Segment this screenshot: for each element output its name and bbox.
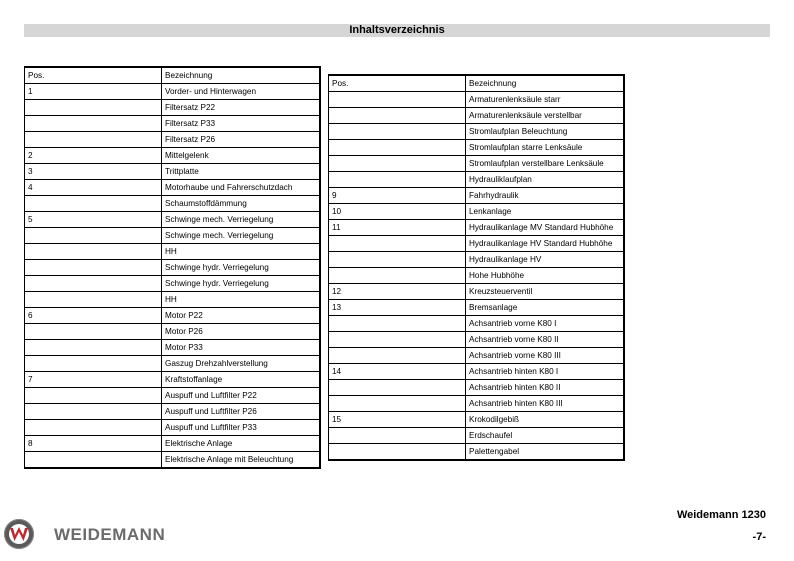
table-row <box>329 412 625 428</box>
row-bezeichnung: Vorder- und Hinterwagen <box>162 84 321 100</box>
row-pos: 4 <box>25 180 162 196</box>
row-pos <box>329 252 466 268</box>
row-pos <box>329 124 466 140</box>
row-bezeichnung: Achsantrieb hinten K80 II <box>466 380 625 396</box>
table-row <box>329 444 625 461</box>
row-pos: 14 <box>329 364 466 380</box>
table-row <box>329 316 625 332</box>
row-pos <box>329 172 466 188</box>
row-bezeichnung: Motorhaube und Fahrerschutzdach <box>162 180 321 196</box>
row-bezeichnung: Gaszug Drehzahlverstellung <box>162 356 321 372</box>
row-bezeichnung: Trittplatte <box>162 164 321 180</box>
row-bezeichnung: Achsantrieb hinten K80 I <box>466 364 625 380</box>
row-pos <box>25 404 162 420</box>
table-row <box>25 244 321 260</box>
row-bezeichnung: Motor P26 <box>162 324 321 340</box>
page-number: -7- <box>752 531 766 543</box>
page-title: Inhaltsverzeichnis <box>24 24 770 37</box>
row-bezeichnung: Stromlaufplan starre Lenksäule <box>466 140 625 156</box>
table-row <box>25 292 321 308</box>
row-pos: 15 <box>329 412 466 428</box>
row-bezeichnung: Bremsanlage <box>466 300 625 316</box>
row-bezeichnung: Auspuff und Luftfilter P22 <box>162 388 321 404</box>
row-bezeichnung: Armaturenlenksäule verstellbar <box>466 108 625 124</box>
table-row <box>329 236 625 252</box>
column-header-pos: Pos. <box>329 75 466 92</box>
row-pos <box>329 316 466 332</box>
row-bezeichnung: Lenkanlage <box>466 204 625 220</box>
row-pos <box>25 292 162 308</box>
row-bezeichnung: Stromlaufplan verstellbare Lenksäule <box>466 156 625 172</box>
toc-table-right <box>328 74 625 461</box>
row-pos: 7 <box>25 372 162 388</box>
weidemann-logo-icon <box>4 519 34 549</box>
row-bezeichnung: Achsantrieb hinten K80 III <box>466 396 625 412</box>
row-bezeichnung: Auspuff und Luftfilter P33 <box>162 420 321 436</box>
row-bezeichnung: Schwinge mech. Verriegelung <box>162 228 321 244</box>
row-bezeichnung: Schwinge hydr. Verriegelung <box>162 260 321 276</box>
column-header-bezeichnung: Bezeichnung <box>162 67 321 84</box>
row-pos <box>25 340 162 356</box>
row-pos <box>329 444 466 461</box>
table-row <box>25 212 321 228</box>
row-pos <box>25 228 162 244</box>
row-pos <box>25 388 162 404</box>
table-row <box>25 356 321 372</box>
row-bezeichnung: Achsantrieb vorne K80 III <box>466 348 625 364</box>
table-row <box>25 180 321 196</box>
row-pos: 6 <box>25 308 162 324</box>
row-pos <box>25 356 162 372</box>
table-row <box>25 340 321 356</box>
row-pos: 9 <box>329 188 466 204</box>
row-bezeichnung: Erdschaufel <box>466 428 625 444</box>
table-row <box>25 148 321 164</box>
row-bezeichnung: Kreuzsteuerventil <box>466 284 625 300</box>
row-pos <box>25 244 162 260</box>
row-bezeichnung: Filtersatz P33 <box>162 116 321 132</box>
model-name: Weidemann 1230 <box>676 509 766 521</box>
row-pos <box>329 332 466 348</box>
table-row <box>329 428 625 444</box>
row-pos <box>25 132 162 148</box>
row-bezeichnung: Schwinge hydr. Verriegelung <box>162 276 321 292</box>
table-row <box>25 228 321 244</box>
table-row <box>25 452 321 469</box>
row-bezeichnung: Schaumstoffdämmung <box>162 196 321 212</box>
table-row <box>25 164 321 180</box>
row-bezeichnung: Achsantrieb vorne K80 I <box>466 316 625 332</box>
table-row <box>25 308 321 324</box>
row-bezeichnung: Schwinge mech. Verriegelung <box>162 212 321 228</box>
table-row <box>329 252 625 268</box>
row-pos <box>25 324 162 340</box>
table-row <box>329 204 625 220</box>
row-bezeichnung: Filtersatz P26 <box>162 132 321 148</box>
row-pos <box>329 268 466 284</box>
row-bezeichnung: Hydrauliklaufplan <box>466 172 625 188</box>
column-header-bezeichnung: Bezeichnung <box>466 75 625 92</box>
table-row <box>25 372 321 388</box>
table-row <box>329 108 625 124</box>
row-pos: 12 <box>329 284 466 300</box>
row-bezeichnung: Hydraulikanlage MV Standard Hubhöhe <box>466 220 625 236</box>
table-row <box>25 84 321 100</box>
row-pos <box>25 196 162 212</box>
table-row <box>25 324 321 340</box>
table-row <box>25 260 321 276</box>
row-bezeichnung: Elektrische Anlage <box>162 436 321 452</box>
table-row <box>25 132 321 148</box>
row-bezeichnung: HH <box>162 244 321 260</box>
row-bezeichnung: Motor P33 <box>162 340 321 356</box>
table-row <box>329 284 625 300</box>
table-row <box>329 172 625 188</box>
row-pos: 3 <box>25 164 162 180</box>
row-pos: 1 <box>25 84 162 100</box>
row-pos <box>329 380 466 396</box>
row-bezeichnung: Palettengabel <box>466 444 625 461</box>
column-header-pos: Pos. <box>25 67 162 84</box>
row-pos <box>329 140 466 156</box>
table-row <box>329 332 625 348</box>
row-pos <box>329 348 466 364</box>
table-row <box>329 300 625 316</box>
row-pos <box>25 116 162 132</box>
row-pos <box>329 396 466 412</box>
row-bezeichnung: Kraftstoffanlage <box>162 372 321 388</box>
row-bezeichnung: Auspuff und Luftfilter P26 <box>162 404 321 420</box>
row-pos: 5 <box>25 212 162 228</box>
row-pos <box>329 108 466 124</box>
table-row <box>329 188 625 204</box>
table-row <box>25 276 321 292</box>
table-row <box>25 436 321 452</box>
toc-table-left <box>24 66 321 469</box>
row-pos <box>25 100 162 116</box>
row-pos: 2 <box>25 148 162 164</box>
row-pos <box>25 452 162 469</box>
table-header-row <box>25 67 321 84</box>
row-pos <box>329 156 466 172</box>
table-row <box>25 420 321 436</box>
row-bezeichnung: Achsantrieb vorne K80 II <box>466 332 625 348</box>
row-bezeichnung: Motor P22 <box>162 308 321 324</box>
row-pos <box>25 420 162 436</box>
table-row <box>329 220 625 236</box>
row-bezeichnung: Hohe Hubhöhe <box>466 268 625 284</box>
table-row <box>25 404 321 420</box>
table-row <box>25 100 321 116</box>
table-row <box>329 156 625 172</box>
row-pos: 10 <box>329 204 466 220</box>
table-header-row <box>329 75 625 92</box>
table-row <box>329 380 625 396</box>
row-bezeichnung: Armaturenlenksäule starr <box>466 92 625 108</box>
row-bezeichnung: Filtersatz P22 <box>162 100 321 116</box>
table-row <box>329 124 625 140</box>
row-pos: 8 <box>25 436 162 452</box>
table-row <box>25 388 321 404</box>
row-bezeichnung: Krokodilgebiß <box>466 412 625 428</box>
table-row <box>329 364 625 380</box>
table-row <box>25 116 321 132</box>
row-bezeichnung: Fahrhydraulik <box>466 188 625 204</box>
table-row <box>329 348 625 364</box>
row-pos <box>25 260 162 276</box>
row-pos <box>25 276 162 292</box>
brand-name: WEIDEMANN <box>54 525 166 544</box>
table-row <box>329 140 625 156</box>
row-bezeichnung: Stromlaufplan Beleuchtung <box>466 124 625 140</box>
row-bezeichnung: Mittelgelenk <box>162 148 321 164</box>
row-bezeichnung: Elektrische Anlage mit Beleuchtung <box>162 452 321 469</box>
row-pos: 11 <box>329 220 466 236</box>
row-bezeichnung: HH <box>162 292 321 308</box>
row-pos <box>329 428 466 444</box>
table-row <box>329 268 625 284</box>
row-pos <box>329 92 466 108</box>
table-row <box>25 196 321 212</box>
table-row <box>329 92 625 108</box>
row-pos: 13 <box>329 300 466 316</box>
row-pos <box>329 236 466 252</box>
row-bezeichnung: Hydraulikanlage HV Standard Hubhöhe <box>466 236 625 252</box>
table-row <box>329 396 625 412</box>
row-bezeichnung: Hydraulikanlage HV <box>466 252 625 268</box>
